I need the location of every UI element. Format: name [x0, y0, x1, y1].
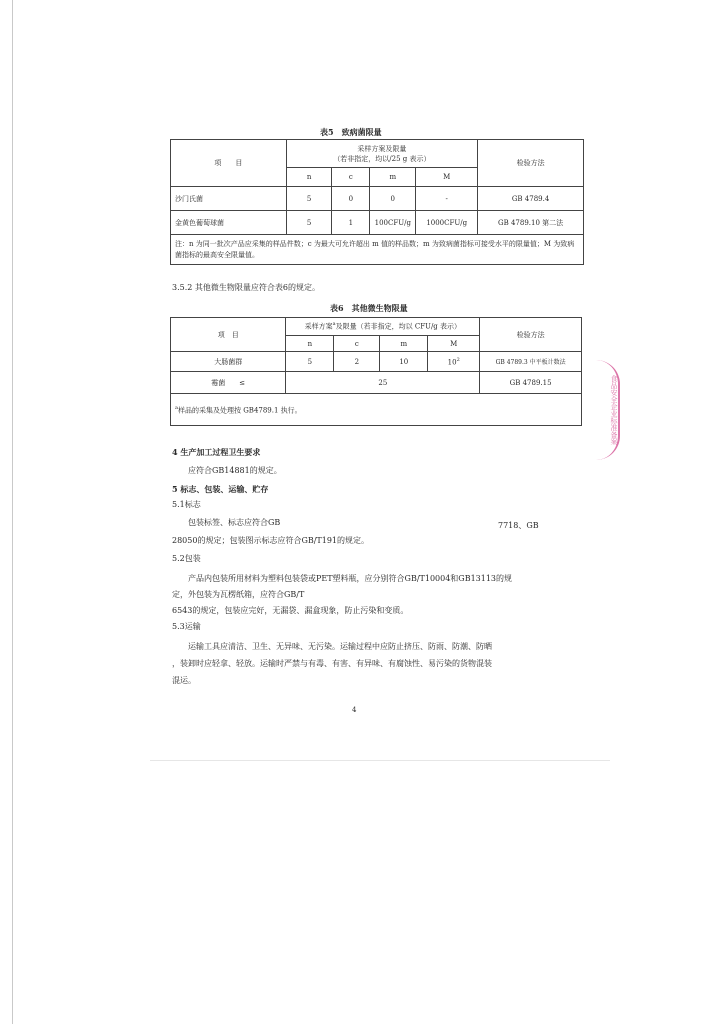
- table5: [170, 139, 584, 265]
- table6-col-m: m: [380, 336, 428, 352]
- table6-header-plan: 采样方案$^a$及限量（若非指定，均以 CFU/g 表示）: [286, 318, 480, 336]
- table5-row2-item: 金黄色葡萄球菌: [171, 211, 287, 235]
- table5-row1-n: 5: [286, 187, 332, 211]
- table6-row1-M: $10^2$: [428, 352, 480, 372]
- table-row: [171, 352, 582, 372]
- section-4-body: 应符合GB14881的规定。: [188, 466, 282, 475]
- table5-row1-m: 0: [370, 187, 416, 211]
- table6-note: $^a$样品的采集及处理按 GB4789.1 执行。: [171, 394, 582, 426]
- table5-col-c: c: [332, 168, 370, 187]
- section-5-1-line2: 28050的规定；包装图示标志应符合GB/T191的规定。: [172, 536, 370, 545]
- table6: [170, 317, 582, 426]
- table5-caption: 表5 致病菌限量: [320, 127, 382, 137]
- table5-header-item: 项 目: [171, 140, 287, 187]
- table5-col-n: n: [286, 168, 332, 187]
- table5-row2-method: GB 4789.10 第二法: [478, 211, 584, 235]
- table-row: [171, 372, 582, 394]
- table6-row2-item: 霉菌 ≤: [171, 372, 286, 394]
- table5-row1-item: 沙门氏菌: [171, 187, 287, 211]
- table6-row1-method: GB 4789.3 中平板计数法: [480, 352, 582, 372]
- scan-margin-line: [12, 0, 13, 1024]
- page-number: 4: [352, 706, 357, 714]
- section-3-5-2: 3.5.2 其他微生物限量应符合表6的规定。: [172, 283, 320, 292]
- table5-row1-M: -: [416, 187, 478, 211]
- table6-row2-value: 25: [286, 372, 480, 394]
- scan-artifact-line: [150, 760, 610, 761]
- table-row: [171, 211, 584, 235]
- table6-row2-method: GB 4789.15: [480, 372, 582, 394]
- table6-row1-m: 10: [380, 352, 428, 372]
- table5-row2-M: 1000CFU/g: [416, 211, 478, 235]
- table5-col-M: M: [416, 168, 478, 187]
- table6-caption: 表6 其他微生物限量: [330, 303, 408, 313]
- section-5-2-title: 5.2包装: [172, 554, 201, 563]
- section-5-2-line3: 6543的规定，包装应完好，无漏袋、漏盒现象，防止污染和变质。: [172, 606, 409, 615]
- table5-note: 注：n 为同一批次产品应采集的样品件数；c 为最大可允许超出 m 值的样品数；m 为致病菌指标可接受水平的限量值；M 为致病菌指标的最高安全限量值。: [171, 235, 584, 265]
- section-5-1-line1: 包装标签、标志应符合GB: [188, 518, 281, 527]
- section-5-3-line1: 运输工具应清洁、卫生、无异味、无污染。运输过程中应防止挤压、防雨、防潮、防晒: [188, 642, 492, 651]
- section-5-1-line1-right: 7718、GB: [498, 521, 539, 530]
- table6-col-n: n: [286, 336, 334, 352]
- section-5-3-title: 5.3运输: [172, 622, 201, 631]
- table6-row1-n: 5: [286, 352, 334, 372]
- section-5-3-line2: ，装卸时应轻拿、轻放。运输时严禁与有毒、有害、有异味、有腐蚀性、易污染的货物混装: [172, 659, 492, 668]
- table5-row2-n: 5: [286, 211, 332, 235]
- table6-header-method: 检验方法: [480, 318, 582, 352]
- table5-header-method: 检验方法: [478, 140, 584, 187]
- table6-col-c: c: [334, 336, 380, 352]
- section-5-1-title: 5.1标志: [172, 500, 201, 509]
- table5-col-m: m: [370, 168, 416, 187]
- table5-row1-c: 0: [332, 187, 370, 211]
- section-5-2-line2: 定，外包装为瓦楞纸箱，应符合GB/T: [172, 590, 305, 599]
- table5-row2-c: 1: [332, 211, 370, 235]
- section-4-title: 4 生产加工过程卫生要求: [172, 447, 261, 457]
- table-row: [171, 187, 584, 211]
- table5-row2-m: 100CFU/g: [370, 211, 416, 235]
- filing-stamp: 食品安全企业标准备案: [596, 360, 620, 460]
- section-5-2-line1: 产品内包装所用材料为塑料包装袋或PET塑料瓶，应分别符合GB/T10004和GB13113的规: [188, 574, 513, 583]
- table6-row1-item: 大肠菌群: [171, 352, 286, 372]
- section-5-title: 5 标志、包装、运输、贮存: [172, 484, 269, 494]
- table5-row1-method: GB 4789.4: [478, 187, 584, 211]
- table6-header-item: 项 目: [171, 318, 286, 352]
- section-5-3-line3: 混运。: [172, 676, 196, 685]
- table6-row1-c: 2: [334, 352, 380, 372]
- table5-header-plan: 采样方案及限量 （若非指定，均以/25 g 表示）: [286, 140, 477, 168]
- table6-col-M: M: [428, 336, 480, 352]
